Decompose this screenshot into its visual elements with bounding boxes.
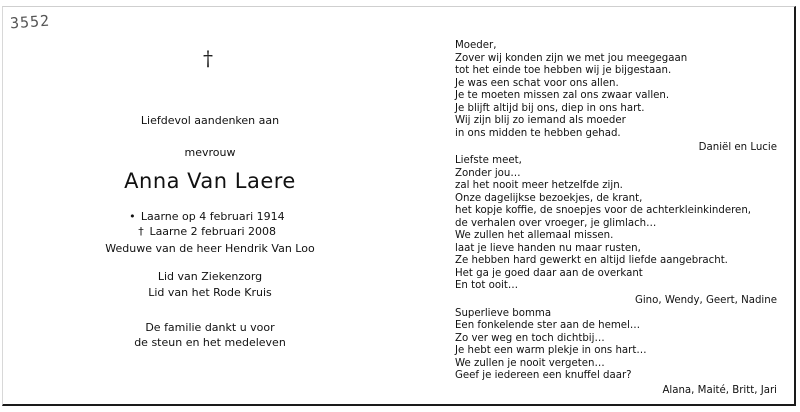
poem-line: Liefste meet, (455, 155, 522, 166)
poem-line: Moeder, (455, 40, 497, 51)
poem-line: Het ga je goed daar aan de overkant (455, 267, 643, 279)
membership-ziekenzorg: Lid van Ziekenzorg (157, 270, 263, 283)
poem-line: Zonder jou… (455, 167, 521, 179)
birth-text: Laarne op 4 februari 1914 (140, 210, 285, 223)
death-line (0, 225, 416, 238)
signature-daniel-lucie: Daniël en Lucie (698, 142, 777, 153)
poem-line: Je te moeten missen zal ons zwaar vallen. (455, 90, 670, 101)
poem-superlieve-bomma (455, 308, 785, 383)
poem-line: Je hebt een warm plekje in ons hart… (455, 345, 647, 356)
deceased-name: Anna Van Laere (124, 169, 296, 193)
thanks-line-2: de steun en het medeleven (134, 336, 286, 349)
poem-line: Ze hebben hard gewerkt en altijd liefde aangebracht. (455, 255, 728, 266)
poem-line: zal het nooit meer hetzelfde zijn. (455, 180, 623, 191)
death-cross-icon: † (138, 225, 144, 238)
birth-line (0, 210, 416, 223)
death-text: Laarne 2 februari 2008 (149, 225, 277, 238)
widow-text: Weduwe van de heer Hendrik Van Loo (105, 242, 315, 255)
signature-great-grandchildren: Alana, Maité, Britt, Jari (662, 384, 777, 396)
poem-line: Superlieve bomma (455, 307, 552, 319)
signature-grandchildren: Gino, Wendy, Geert, Nadine (634, 294, 777, 306)
poem-line: Wij zijn blij zo iemand als moeder (455, 115, 626, 126)
title-text: mevrouw (184, 146, 236, 159)
poem-line: We zullen het allemaal missen. (455, 230, 614, 241)
birth-bullet: • (129, 210, 136, 223)
poem-line: in ons midden te hebben gehad. (455, 127, 621, 139)
poem-line: het kopje koffie, de snoepjes voor de achterkleinkinderen, (455, 205, 752, 216)
poem-moeder (455, 40, 785, 140)
poem-line: Je was een schat voor ons allen. (455, 77, 619, 89)
cross-icon: † (203, 46, 213, 70)
poem-line: We zullen je nooit vergeten… (455, 357, 605, 369)
poem-line: Onze dagelijkse bezoekjes, de krant, (455, 192, 643, 204)
handwritten-reference-number: 3552 (9, 11, 51, 33)
poem-line: Geef je iedereen een knuffel daar? (455, 370, 632, 381)
poem-line: de verhalen over vroeger, je glimlach… (455, 217, 657, 229)
poem-line: Je blijft altijd bij ons, diep in ons hart. (455, 102, 645, 114)
poems-column (455, 40, 785, 398)
poem-line: Zo ver weg en toch dichtbij… (455, 332, 605, 344)
poem-line: tot het einde toe hebben wij je bijgestaan. (455, 65, 672, 76)
intro-text: Liefdevol aandenken aan (140, 114, 280, 127)
membership-rode-kruis: Lid van het Rode Kruis (148, 286, 272, 299)
thanks-line-1: De familie dankt u voor (145, 321, 275, 334)
poem-line: Zover wij konden zijn we met jou meegegaan (455, 52, 688, 64)
poem-line: Een fonkelende ster aan de hemel… (455, 320, 641, 331)
poem-line: laat je lieve handen nu maar rusten, (455, 242, 641, 254)
poem-liefste-meet (455, 155, 785, 293)
poem-line: En tot ooit… (455, 280, 519, 291)
